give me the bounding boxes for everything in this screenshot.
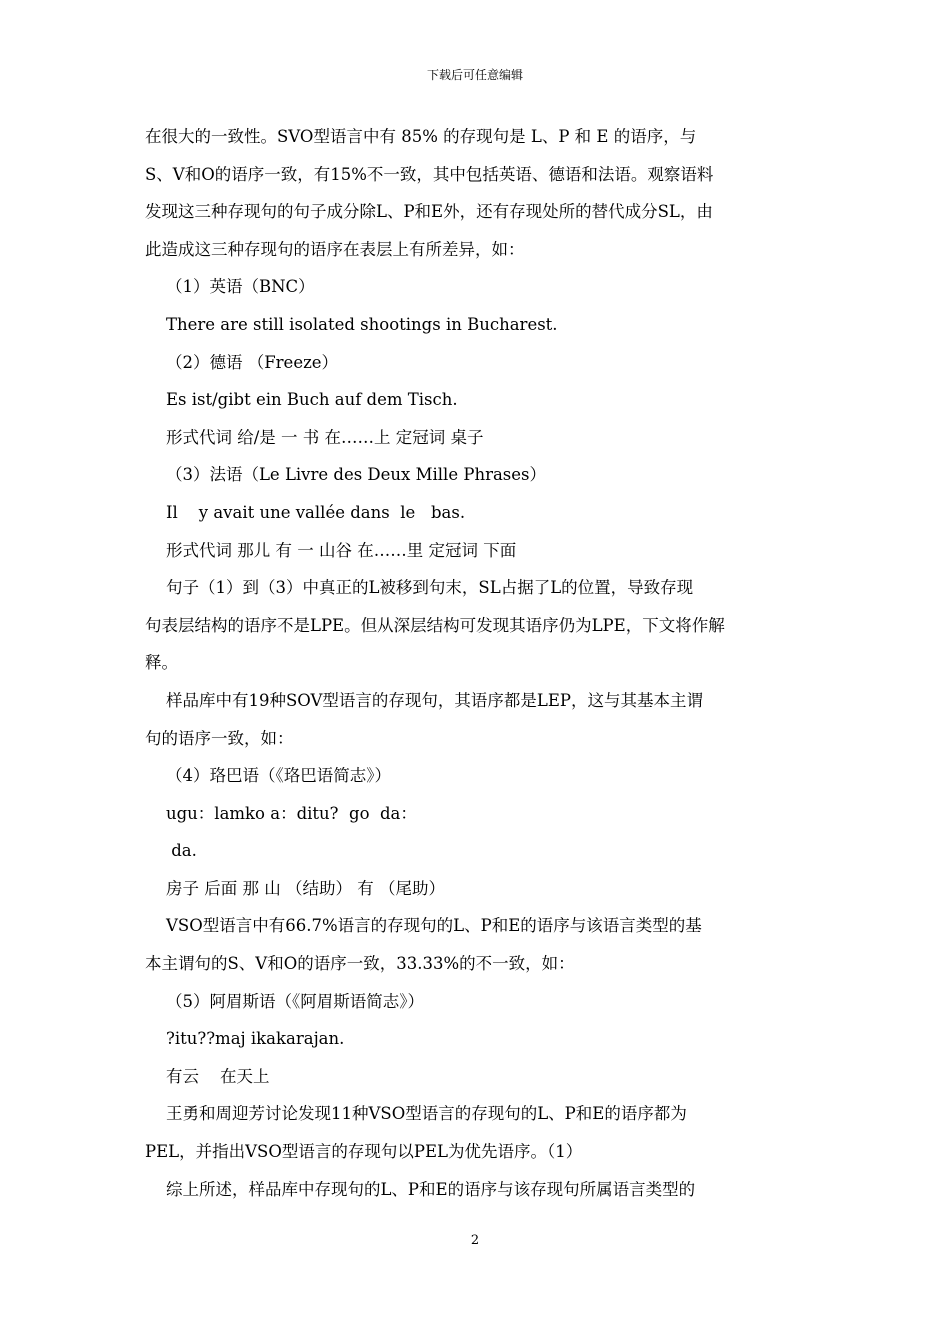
text-line: 在很大的一致性。SVO型语言中有 85% 的存现句是 L、P 和 E 的语序，与 xyxy=(145,127,697,146)
text-line: 样品库中有19种SOV型语言的存现句，其语序都是LEP，这与其基本主谓 xyxy=(145,690,704,710)
example-sentence: There are still isolated shootings in Bucharest. xyxy=(145,314,558,334)
example-label: （2）德语 （Freeze） xyxy=(145,352,339,372)
text-line: 王勇和周迎芳讨论发现11种VSO型语言的存现句的L、P和E的语序都为 xyxy=(145,1104,687,1124)
text-line: 句表层结构的语序不是LPE。但从深层结构可发现其语序仍为LPE，下文将作解 xyxy=(145,615,725,635)
text-line: 此造成这三种存现句的语序在表层上有所差异，如： xyxy=(145,239,525,259)
example-sentence: Es ist/gibt ein Buch auf dem Tisch. xyxy=(145,390,458,410)
text-line: VSO型语言中有66.7%语言的存现句的L、P和E的语序与该语言类型的基 xyxy=(145,916,702,936)
example-sentence: da. xyxy=(145,841,197,861)
example-label: （3）法语（Le Livre des Deux Mille Phrases） xyxy=(145,465,546,485)
page-header: 下载后可任意编辑 xyxy=(426,68,523,82)
example-sentence: Il y avait une vallée dans le bas. xyxy=(145,502,466,522)
example-sentence: ugu：lamko a：ditu? go da： xyxy=(145,803,417,823)
example-gloss: 有云 在天上 xyxy=(145,1066,270,1086)
text-line: PEL，并指出VSO型语言的存现句以PEL为优先语序。（1） xyxy=(145,1142,583,1162)
text-line: S、V和O的语序一致，有15%不一致，其中包括英语、德语和法语。观察语料 xyxy=(145,164,714,184)
example-gloss: 形式代词 给/是 一 书 在……上 定冠词 桌子 xyxy=(145,427,484,447)
text-line: 本主谓句的S、V和O的语序一致，33.33%的不一致，如： xyxy=(145,954,575,974)
text-line: 综上所述，样品库中存现句的L、P和E的语序与该存现句所属语言类型的 xyxy=(145,1179,696,1199)
example-label: （5）阿眉斯语（《阿眉斯语简志》） xyxy=(145,991,424,1011)
example-label: （4）珞巴语（《珞巴语简志》） xyxy=(145,766,391,786)
text-line: 句的语序一致，如： xyxy=(145,728,294,748)
example-label: （1）英语（BNC） xyxy=(145,277,315,297)
text-line: 释。 xyxy=(145,653,178,673)
example-gloss: 形式代词 那儿 有 一 山谷 在……里 定冠词 下面 xyxy=(145,540,517,560)
document-body xyxy=(145,118,810,1208)
text-line: 句子（1）到（3）中真正的L被移到句末，SL占据了L的位置，导致存现 xyxy=(145,578,694,598)
text-line: 发现这三种存现句的句子成分除L、P和E外，还有存现处所的替代成分SL，由 xyxy=(145,202,713,222)
example-sentence: ?itu??maj ikakarajan. xyxy=(145,1029,345,1049)
page-number: 2 xyxy=(470,1233,480,1248)
example-gloss: 房子 后面 那 山 （结助） 有 （尾助） xyxy=(145,878,445,898)
